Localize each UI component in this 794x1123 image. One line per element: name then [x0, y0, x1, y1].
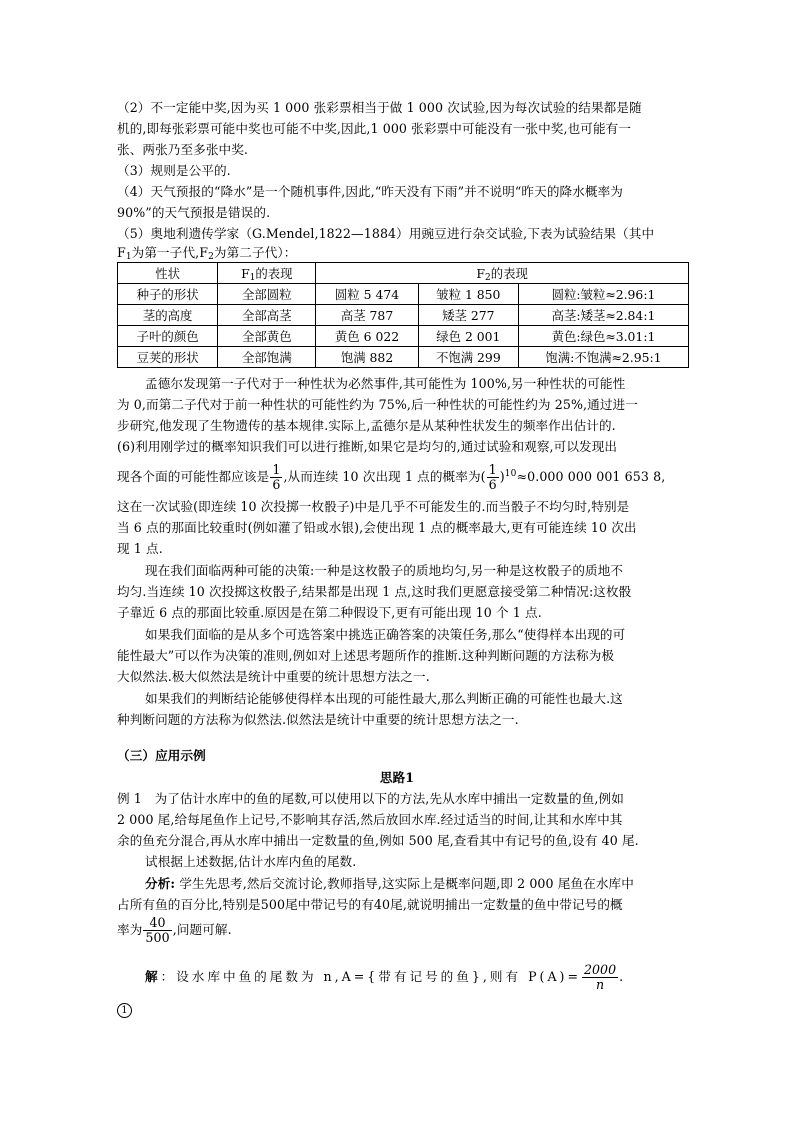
- mendel-results-table: [117, 262, 689, 368]
- para-5-line-1: （5）奥地利遗传学家（G.Mendel,1822—1884）用豌豆进行杂交试验,下表为试验结果（其中: [117, 226, 655, 241]
- analysis-line-1: 分析: 学生先思考,然后交流讨论,教师指导,这实际上是概率问题,即 2 000 尾鱼在水库中: [145, 876, 634, 891]
- cell-f2-b: 不饱满 299: [418, 347, 518, 368]
- para-6-line-3: 这在一次试验(即连续 10 次投掷一枚骰子)中是几乎不可能发生的.而当骰子不均匀时,特别是: [117, 499, 630, 514]
- para-4-line-1: （4）天气预报的“降水”是一个随机事件,因此,“昨天没有下雨”并不说明“昨天的降水概率为: [117, 184, 623, 199]
- cell-ratio: 圆粒:皱粒≈2.96:1: [518, 284, 688, 305]
- mle-line-1: 如果我们面临的是从多个可选答案中挑选正确答案的决策任务,那么“使得样本出现的可: [145, 627, 626, 642]
- para-2-line-2: 机的,即每张彩票可能中奖也可能不中奖,因此,1 000 张彩票中可能没有一张中奖,也可能有一: [117, 121, 632, 136]
- cell-f2-b: 皱粒 1 850: [418, 284, 518, 305]
- likelihood-line-2: 种判断问题的方法称为似然法.似然法是统计中重要的统计思想方法之一.: [117, 712, 519, 727]
- cell-ratio: 高茎:矮茎≈2.84:1: [518, 305, 688, 326]
- decision-line-1: 现在我们面临两种可能的决策:一种是这枚骰子的质地均匀,另一种是这枚骰子的质地不: [145, 563, 624, 578]
- section-heading: （三）应用示例: [117, 748, 206, 763]
- cell-trait: 种子的形状: [118, 284, 218, 305]
- mendel-line-3: 步研究,他发现了生物遗传的基本规律.实际上,孟德尔是从某种性状发生的频率作出估计的.: [117, 418, 616, 433]
- fraction-one-sixth: $\frac{1}{6}$: [272, 462, 281, 492]
- likelihood-line-1: 如果我们的判断结论能够使得样本出现的可能性最大,那么判断正确的可能性也最大.这: [145, 691, 623, 706]
- cell-f2-a: 高茎 787: [316, 305, 418, 326]
- para-6-line-2: 现各个面的可能性都应该是 $\frac{1}{6}$ ,从而连续 10 次出现 1 点的概率为( $\frac{1}{6}$ )$^{10}$≈0.000 000 001 653 8,: [117, 462, 666, 492]
- cell-f2-a: 黄色 6 022: [316, 326, 418, 347]
- para-2-line-3: 张、两张乃至多张中奖.: [117, 142, 249, 157]
- fraction-one-sixth-2: $\frac{1}{6}$: [488, 462, 497, 492]
- equation-marker: [117, 1000, 132, 1018]
- cell-ratio: 黄色:绿色≈3.01:1: [518, 326, 688, 347]
- example-line-3: 余的鱼充分混合,再从水库中捕出一定数量的鱼,例如 500 尾,查看其中有记号的鱼,设有 40 尾.: [117, 833, 639, 848]
- header-trait: 性状: [118, 263, 218, 284]
- decision-line-3: 子靠近 6 点的那面比较重.原因是在第二种假设下,更有可能出现 10 个 1 点.: [117, 605, 542, 620]
- example-line-2: 2 000 尾,给每尾鱼作上记号,不影响其存活,然后放回水库.经过适当的时间,让其和水库中其: [117, 812, 623, 827]
- example-line-1: 例 1 为了估计水库中的鱼的尾数,可以使用以下的方法,先从水库中捕出一定数量的鱼,例如: [117, 791, 624, 806]
- cell-trait: 茎的高度: [118, 305, 218, 326]
- para-5-line-2: $F_1$为第一子代$,F_2$为第二子代）：: [117, 245, 297, 262]
- cell-f1: 全部黄色: [218, 326, 316, 347]
- table-row: [118, 326, 689, 347]
- analysis-line-2: 占所有鱼的百分比,特别是500尾中带记号的有40尾,就说明捕出一定数量的鱼中带记号的概: [117, 897, 623, 912]
- para-6-line-5: 现 1 点.: [117, 541, 163, 556]
- mendel-line-2: 为 0,而第二子代对于前一种性状的可能性约为 75%,后一种性状的可能性约为 25%,通过进一: [117, 397, 638, 412]
- cell-ratio: 饱满:不饱满≈2.95:1: [518, 347, 688, 368]
- section-subheading: 思路1: [379, 770, 415, 785]
- example-line-4: 试根据上述数据,估计水库内鱼的尾数.: [145, 854, 357, 869]
- cell-trait: 子叶的颜色: [118, 326, 218, 347]
- fraction-2000-n: $\frac{2000}{n}$: [584, 962, 617, 992]
- cell-f2-b: 绿色 2 001: [418, 326, 518, 347]
- mendel-line-1: 孟德尔发现第一子代对于一种性状为必然事件,其可能性为 100%,另一种性状的可能性: [145, 376, 626, 391]
- cell-f2-a: 饱满 882: [316, 347, 418, 368]
- fraction-40-500: $\frac{40}{500}$: [145, 915, 170, 945]
- para-6-line-4: 当 6 点的那面比较重时(例如灌了铅或水银),会使出现 1 点的概率最大,更有可能连续 10 次出: [117, 520, 637, 535]
- cell-f1: 全部饱满: [218, 347, 316, 368]
- cell-trait: 豆荚的形状: [118, 347, 218, 368]
- para-6-line-1: (6)利用刚学过的概率知识我们可以进行推断,如果它是均匀的,通过试验和观察,可以发现出: [117, 439, 618, 454]
- table-row: [118, 305, 689, 326]
- cell-f1: 全部高茎: [218, 305, 316, 326]
- circled-number-one: 1: [117, 1003, 132, 1018]
- mle-line-2: 能性最大”可以作为决策的准则,例如对上述思考题所作的推断.这种判断问题的方法称为极: [117, 648, 615, 663]
- para-4-line-2: 90%”的天气预报是错误的.: [117, 205, 271, 220]
- decision-line-2: 均匀.当连续 10 次投掷这枚骰子,结果都是出现 1 点,这时我们更愿意接受第二种情况:这枚骰: [117, 584, 632, 599]
- table-row: [118, 284, 689, 305]
- solution-label: 解: [145, 969, 161, 984]
- table-row: [118, 347, 689, 368]
- header-f1: $F_1$的表现: [218, 263, 316, 284]
- cell-f2-a: 圆粒 5 474: [316, 284, 418, 305]
- solution-line: 解：设水库中鱼的尾数为 n,A={带有记号的鱼},则有 P(A)= $\frac{2000}{n}$ .: [145, 962, 627, 992]
- para-2-line-1: （2）不一定能中奖,因为买 1 000 张彩票相当于做 1 000 次试验,因为每次试验的结果都是随: [117, 100, 642, 115]
- para-3: （3）规则是公平的.: [117, 163, 231, 178]
- cell-f2-b: 矮茎 277: [418, 305, 518, 326]
- mle-line-3: 大似然法.极大似然法是统计中重要的统计思想方法之一.: [117, 669, 430, 684]
- table-header-row: [118, 263, 689, 284]
- analysis-label: 分析:: [145, 876, 176, 891]
- analysis-line-3: 率为 $\frac{40}{500}$ ,问题可解.: [117, 915, 232, 945]
- header-f2: $F_2$的表现: [316, 263, 689, 284]
- cell-f1: 全部圆粒: [218, 284, 316, 305]
